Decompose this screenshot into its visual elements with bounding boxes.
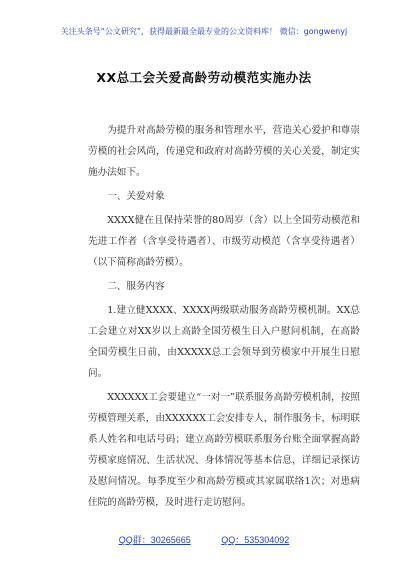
service-paragraph-2: XXXXXX工会要建立“一对一”联系服务高龄劳模机制，按照劳模管理关系，由XXXXXX工会安排专人，制作服务卡，标明联系人姓名和电话号码；建立高龄劳模联系服务台账全面掌握高龄劳模家庭情况、生活状况、身体情况等基本信息，详细记录探访及慰问情况。每季度至少和高龄劳模或其家属联络1次；对患病住院的高龄劳模，及时进行走访慰问。: [88, 392, 360, 508]
document-title: XX总工会关爱高龄劳动模范实施办法: [96, 70, 312, 85]
footer-qq-group[interactable]: QQ群：30265665: [118, 535, 191, 545]
footer-qq-contact[interactable]: QQ：535304092: [221, 535, 290, 545]
section-heading-care-targets: 一、关爱对象: [107, 191, 165, 202]
document-body: [88, 120, 360, 516]
section-heading-service-content: 二、服务内容: [107, 281, 165, 292]
intro-paragraph: 为提升对高龄劳模的服务和管理水平，营造关心爱护和尊崇劳模的社会风尚，传递党和政府对高龄劳模的关心关爱，制定实施办法如下。: [88, 125, 360, 178]
service-paragraph-1: 1.建立健XXXX、XXXX两级联动服务高龄劳模机制。XX总工会建立对XX岁以上高龄全国劳模生日入户慰问机制，在高龄全国劳模生日前，由XXXXX总工会领导到劳模家中开展生日慰问。: [88, 305, 360, 379]
header-banner: 关注头条号“公文研究”，获得最新最全最专业的公文资料库！ 微信：gongwenyj: [60, 27, 348, 36]
care-targets-paragraph: XXXX健在且保持荣誉的80周岁（含）以上全国劳动模范和先进工作者（含享受待遇者）、市级劳动模范（含享受待遇者）（以下简称高龄劳模）。: [88, 215, 360, 268]
footer: [0, 533, 408, 546]
